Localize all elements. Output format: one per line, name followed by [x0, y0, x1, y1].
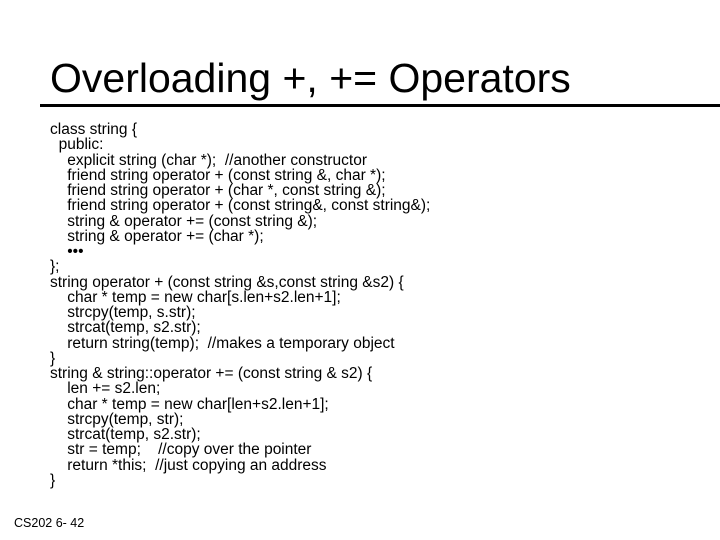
- code-line: strcpy(temp, str);: [50, 410, 184, 428]
- slide-footer: CS202 6- 42: [14, 516, 85, 530]
- code-line: friend string operator + (const string&, const string&);: [50, 197, 431, 215]
- code-line: strcat(temp, s2.str);: [50, 426, 201, 443]
- code-line: len += s2.len;: [50, 380, 161, 398]
- code-line: strcpy(temp, s.str);: [50, 304, 196, 321]
- code-line: class string {: [50, 121, 138, 138]
- code-line: char * temp = new char[len+s2.len+1];: [50, 395, 329, 413]
- code-line: };: [50, 258, 60, 276]
- code-line: explicit string (char *); //another constructor: [50, 151, 368, 169]
- code-listing: [50, 122, 430, 488]
- code-line: str = temp; //copy over the pointer: [50, 441, 312, 459]
- code-line-ellipsis: •••: [50, 243, 84, 260]
- title-divider: [40, 104, 720, 107]
- code-line: return *this; //just copying an address: [50, 456, 327, 474]
- code-line: char * temp = new char[s.len+s2.len+1];: [50, 288, 341, 306]
- code-line: string operator + (const string &s,const string &s2) {: [50, 273, 404, 291]
- slide-title: Overloading +, += Operators: [50, 55, 571, 101]
- code-line: string & string::operator += (const string & s2) {: [50, 365, 373, 382]
- code-line: string & operator += (char *);: [50, 227, 264, 245]
- code-line: }: [50, 471, 56, 489]
- code-line: }: [50, 349, 56, 367]
- code-line: friend string operator + (char *, const string &);: [50, 182, 386, 199]
- code-line: public:: [50, 136, 104, 154]
- code-line: strcat(temp, s2.str);: [50, 319, 201, 337]
- code-line: string & operator += (const string &);: [50, 212, 318, 230]
- code-line: return string(temp); //makes a temporary object: [50, 334, 395, 352]
- code-line: friend string operator + (const string &, char *);: [50, 166, 386, 184]
